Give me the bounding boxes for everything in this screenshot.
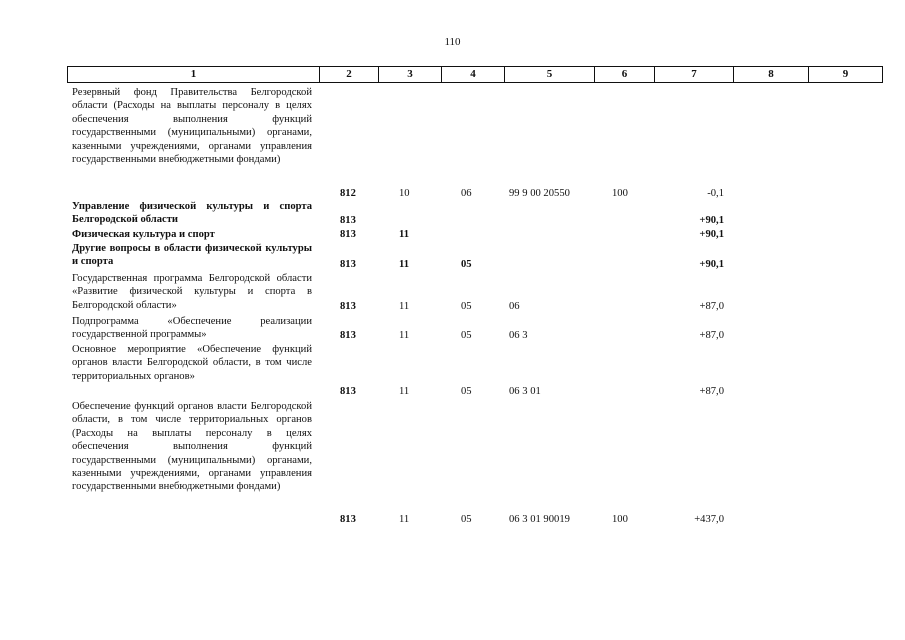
header-col-5: 5: [504, 67, 594, 82]
header-col-2: 2: [319, 67, 378, 82]
row-code-6: 100: [612, 514, 628, 525]
row-code-5: 06 3: [509, 330, 528, 341]
header-col-9: 9: [808, 67, 882, 82]
row-code-2: 813: [340, 330, 356, 341]
row-amount: +90,1: [699, 229, 724, 240]
row-code-3: 10: [399, 188, 410, 199]
row-code-3: 11: [399, 386, 410, 397]
row-code-3: 11: [399, 229, 410, 240]
row-code-2: 813: [340, 386, 356, 397]
header-col-7: 7: [654, 67, 733, 82]
row-description: Физическая культура и спорт: [72, 229, 215, 240]
row-code-4: 05: [461, 259, 472, 270]
page-number: 110: [444, 36, 461, 48]
row-amount: +437,0: [694, 514, 724, 525]
row-description: Другие вопросы в области физической культуры и спорта: [72, 243, 312, 268]
row-code-2: 813: [340, 514, 356, 525]
header-col-4: 4: [441, 67, 504, 82]
table-header: [67, 66, 883, 83]
header-col-1: 1: [190, 68, 197, 80]
row-code-2: 813: [340, 301, 356, 312]
row-code-3: 11: [399, 301, 410, 312]
row-amount: -0,1: [707, 188, 724, 199]
row-code-4: 05: [461, 301, 472, 312]
row-code-4: 05: [461, 514, 472, 525]
row-amount: +90,1: [699, 215, 724, 226]
row-amount: +90,1: [699, 259, 724, 270]
row-code-2: 813: [340, 259, 356, 270]
row-code-5: 06 3 01 90019: [509, 514, 570, 525]
row-code-4: 05: [461, 330, 472, 341]
row-amount: +87,0: [699, 386, 724, 397]
row-code-2: 813: [340, 215, 356, 226]
row-code-4: 05: [461, 386, 472, 397]
row-code-5: 99 9 00 20550: [509, 188, 570, 199]
row-code-4: 06: [461, 188, 472, 199]
row-description: Основное мероприятие «Обеспечение функций органов власти Белгородской области, в том числе территориальных органов»: [72, 344, 312, 382]
row-description: Управление физической культуры и спорта Белгородской области: [72, 201, 312, 226]
row-amount: +87,0: [699, 301, 724, 312]
row-code-6: 100: [612, 188, 628, 199]
row-code-3: 11: [399, 514, 410, 525]
row-description: Резервный фонд Правительства Белгородской области (Расходы на выплаты персоналу в целях обеспечения выполнения функций государственными (муниципальными) органами, казенными учреждениями, органами управления государственными внебюджетными фондами): [72, 87, 312, 166]
header-col-8: 8: [733, 67, 808, 82]
row-code-5: 06 3 01: [509, 386, 541, 397]
row-description: Обеспечение функций органов власти Белгородской области, в том числе территориальных органов (Расходы на выплаты персоналу в целях обеспечения выполнения функций государственными (муниципальными) органами, казенными учреждениями, органами управления государственными внебюджетными фондами): [72, 401, 312, 493]
row-amount: +87,0: [699, 330, 724, 341]
row-code-2: 812: [340, 188, 356, 199]
row-code-2: 813: [340, 229, 356, 240]
row-description: Подпрограмма «Обеспечение реализации государственной программы»: [72, 316, 312, 341]
row-description: Государственная программа Белгородской области «Развитие физической культуры и спорта в Белгородской области»: [72, 273, 312, 311]
header-col-3: 3: [378, 67, 441, 82]
row-code-5: 06: [509, 301, 520, 312]
row-code-3: 11: [399, 259, 410, 270]
row-code-3: 11: [399, 330, 410, 341]
header-col-6: 6: [594, 67, 654, 82]
